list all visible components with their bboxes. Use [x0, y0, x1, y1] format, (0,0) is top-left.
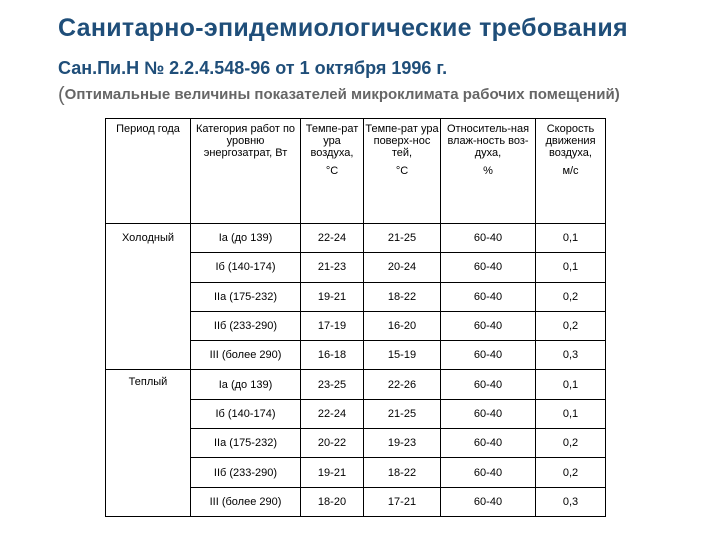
air-temp-cell: 23-25 — [301, 370, 364, 399]
category-cell: III (более 290) — [191, 341, 301, 370]
surface-temp-cell: 22-26 — [364, 370, 441, 399]
air-speed-cell: 0,1 — [536, 370, 606, 399]
category-cell: IIа (175-232) — [191, 282, 301, 311]
header-air-temp: Темпе-рат ура воздуха, °С — [301, 119, 364, 224]
header-air-speed: Скорость движения воздуха, м/с — [536, 119, 606, 224]
air-temp-cell: 19-21 — [301, 282, 364, 311]
surface-temp-cell: 18-22 — [364, 282, 441, 311]
document-reference: Сан.Пи.Н № 2.2.4.548-96 от 1 октября 1996 г. — [58, 58, 448, 78]
surface-temp-cell: 21-25 — [364, 399, 441, 428]
air-speed-cell: 0,2 — [536, 458, 606, 487]
surface-temp-cell: 16-20 — [364, 311, 441, 340]
category-cell: Iб (140-174) — [191, 253, 301, 282]
header-surface-temp: Темпе-рат ура поверх-нос тей, °С — [364, 119, 441, 224]
caption-close-paren: ) — [614, 86, 620, 103]
humidity-cell: 60-40 — [441, 341, 536, 370]
air-temp-cell: 16-18 — [301, 341, 364, 370]
air-temp-cell: 22-24 — [301, 224, 364, 253]
category-cell: IIа (175-232) — [191, 429, 301, 458]
air-speed-cell: 0,1 — [536, 224, 606, 253]
header-humidity: Относитель-ная влаж-ность воз-духа, % — [441, 119, 536, 224]
surface-temp-cell: 18-22 — [364, 458, 441, 487]
category-cell: Iа (до 139) — [191, 224, 301, 253]
category-cell: Iа (до 139) — [191, 370, 301, 399]
caption-text: Оптимальные величины показателей микроклимата рабочих помещений — [64, 86, 615, 103]
period-cold: Холодный — [106, 224, 191, 370]
surface-temp-cell: 15-19 — [364, 341, 441, 370]
air-temp-cell: 21-23 — [301, 253, 364, 282]
table-row — [106, 224, 606, 253]
humidity-cell: 60-40 — [441, 253, 536, 282]
air-speed-cell: 0,2 — [536, 429, 606, 458]
humidity-cell: 60-40 — [441, 224, 536, 253]
air-temp-cell: 22-24 — [301, 399, 364, 428]
category-cell: IIб (233-290) — [191, 311, 301, 340]
surface-temp-cell: 21-25 — [364, 224, 441, 253]
surface-temp-cell: 19-23 — [364, 429, 441, 458]
air-temp-cell: 18-20 — [301, 487, 364, 516]
surface-temp-cell: 20-24 — [364, 253, 441, 282]
category-cell: III (более 290) — [191, 487, 301, 516]
air-speed-cell: 0,1 — [536, 253, 606, 282]
air-speed-cell: 0,1 — [536, 399, 606, 428]
header-category: Категория работ по уровню энергозатрат, Вт — [191, 119, 301, 224]
air-speed-cell: 0,2 — [536, 311, 606, 340]
humidity-cell: 60-40 — [441, 429, 536, 458]
category-cell: Iб (140-174) — [191, 399, 301, 428]
table-row — [106, 370, 606, 399]
page-title: Санитарно-эпидемиологические требования — [58, 14, 628, 42]
table-header-row — [106, 119, 606, 224]
table-caption — [58, 84, 620, 107]
header-period: Период года — [106, 119, 191, 224]
air-temp-cell: 20-22 — [301, 429, 364, 458]
air-temp-cell: 19-21 — [301, 458, 364, 487]
humidity-cell: 60-40 — [441, 282, 536, 311]
air-temp-cell: 17-19 — [301, 311, 364, 340]
period-warm: Теплый — [106, 370, 191, 516]
category-cell: IIб (233-290) — [191, 458, 301, 487]
humidity-cell: 60-40 — [441, 399, 536, 428]
microclimate-table — [105, 118, 606, 517]
surface-temp-cell: 17-21 — [364, 487, 441, 516]
air-speed-cell: 0,2 — [536, 282, 606, 311]
air-speed-cell: 0,3 — [536, 487, 606, 516]
humidity-cell: 60-40 — [441, 311, 536, 340]
caption-open-paren: ( — [58, 84, 65, 106]
humidity-cell: 60-40 — [441, 370, 536, 399]
humidity-cell: 60-40 — [441, 458, 536, 487]
humidity-cell: 60-40 — [441, 487, 536, 516]
air-speed-cell: 0,3 — [536, 341, 606, 370]
